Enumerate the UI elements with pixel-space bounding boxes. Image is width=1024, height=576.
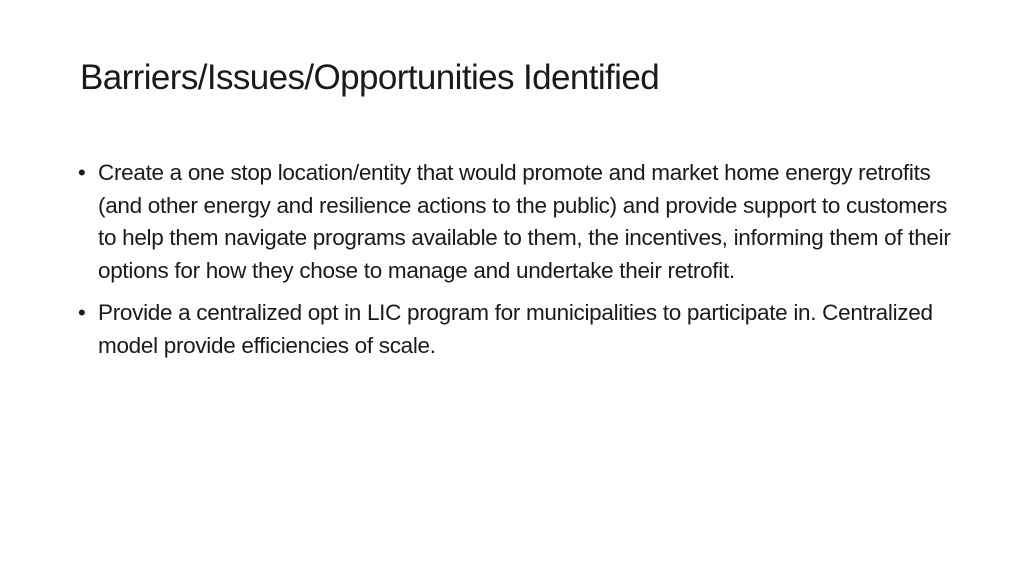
bullet-dot-icon: • bbox=[78, 160, 86, 185]
bullet-list bbox=[78, 157, 958, 372]
slide-title: Barriers/Issues/Opportunities Identified bbox=[80, 58, 660, 97]
bullet-text: Create a one stop location/entity that would promote and market home energy retrofits (and other energy and resilience actions to the public) and provide support to customers to help them navigate programs available to them, the incentives, informing them of their options for how they chose to manage and undertake their retrofit. bbox=[98, 160, 951, 283]
bullet-text: Provide a centralized opt in LIC program for municipalities to participate in. Centralized model provide efficiencies of scale. bbox=[98, 300, 933, 358]
bullet-item bbox=[78, 157, 958, 287]
bullet-item bbox=[78, 297, 958, 362]
bullet-dot-icon: • bbox=[78, 300, 86, 325]
